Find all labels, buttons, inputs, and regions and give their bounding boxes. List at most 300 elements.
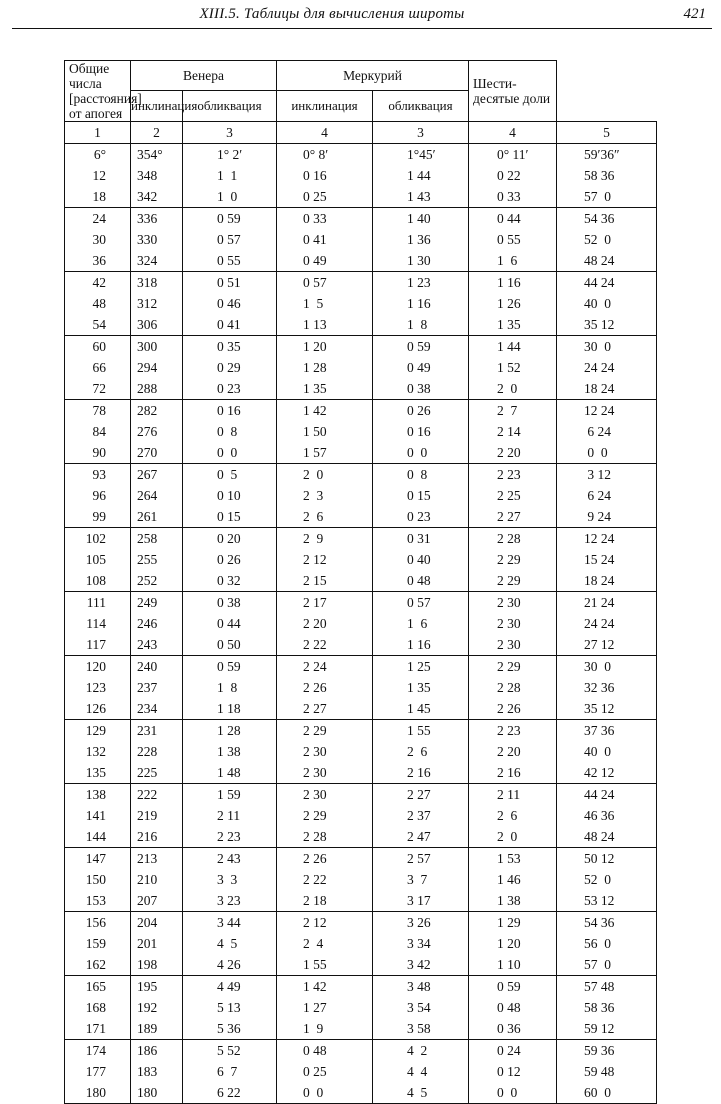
sexagesimal-parts: 42 12 [557, 762, 657, 784]
mercury-obliquation: 0 59 [469, 976, 557, 998]
mercury-inclination: 3 48 [373, 976, 469, 998]
sexagesimal-parts: 57 0 [557, 954, 657, 976]
sexagesimal-parts: 58 36 [557, 997, 657, 1018]
table-body [65, 144, 657, 1104]
distance-complement: 288 [131, 378, 183, 400]
mercury-obliquation: 1 35 [469, 314, 557, 336]
mercury-obliquation: 0 48 [469, 997, 557, 1018]
col-number: 1 [65, 122, 131, 144]
mercury-inclination: 0 59 [373, 336, 469, 358]
page-header [12, 0, 712, 36]
venus-inclination: 0 59 [183, 656, 277, 678]
sexagesimal-parts: 60 0 [557, 1082, 657, 1104]
distance-from-apogee: 42 [65, 272, 131, 294]
sexagesimal-parts: 27 12 [557, 634, 657, 656]
mercury-inclination: 0 16 [373, 421, 469, 442]
table-row [65, 848, 657, 870]
distance-from-apogee: 12 [65, 165, 131, 186]
venus-obliquation: 2 30 [277, 762, 373, 784]
venus-obliquation: 2 9 [277, 528, 373, 550]
distance-from-apogee: 171 [65, 1018, 131, 1040]
mercury-obliquation: 2 20 [469, 442, 557, 464]
distance-complement: 180 [131, 1082, 183, 1104]
venus-obliquation: 1 42 [277, 976, 373, 998]
distance-from-apogee: 138 [65, 784, 131, 806]
distance-complement: 354° [131, 144, 183, 166]
venus-inclination: 3 23 [183, 890, 277, 912]
venus-obliquation: 2 27 [277, 698, 373, 720]
mercury-obliquation: 2 28 [469, 677, 557, 698]
venus-obliquation: 0 41 [277, 229, 373, 250]
mercury-inclination: 1 30 [373, 250, 469, 272]
mercury-obliquation: 2 29 [469, 570, 557, 592]
mercury-inclination: 3 42 [373, 954, 469, 976]
mercury-inclination: 0 57 [373, 592, 469, 614]
mercury-inclination: 1 25 [373, 656, 469, 678]
sexagesimal-parts: 18 24 [557, 378, 657, 400]
venus-obliquation: 1 42 [277, 400, 373, 422]
group-mercury: Меркурий [277, 61, 469, 91]
venus-inclination: 2 23 [183, 826, 277, 848]
mercury-inclination: 2 47 [373, 826, 469, 848]
distance-complement: 258 [131, 528, 183, 550]
running-title: XIII.5. Таблицы для вычисления широты [199, 6, 465, 22]
venus-inclination: 3 3 [183, 869, 277, 890]
distance-from-apogee: 24 [65, 208, 131, 230]
table-row [65, 976, 657, 998]
mercury-obliquation: 1 16 [469, 272, 557, 294]
distance-complement: 234 [131, 698, 183, 720]
venus-obliquation: 2 30 [277, 784, 373, 806]
venus-obliquation: 1 20 [277, 336, 373, 358]
distance-complement: 348 [131, 165, 183, 186]
sexagesimal-parts: 15 24 [557, 549, 657, 570]
venus-obliquation: 2 22 [277, 634, 373, 656]
sexagesimal-parts: 44 24 [557, 784, 657, 806]
sexagesimal-parts: 40 0 [557, 293, 657, 314]
mercury-obliquation: 0 12 [469, 1061, 557, 1082]
table-row [65, 336, 657, 358]
mercury-inclination: 4 2 [373, 1040, 469, 1062]
sexagesimal-parts: 57 0 [557, 186, 657, 208]
sexagesimal-parts: 54 36 [557, 912, 657, 934]
mercury-inclination: 1°45′ [373, 144, 469, 166]
table-row [65, 186, 657, 208]
venus-inclination: 0 35 [183, 336, 277, 358]
col-number: 4 [469, 122, 557, 144]
venus-inclination: 0 10 [183, 485, 277, 506]
mercury-obliquation: 2 27 [469, 506, 557, 528]
distance-from-apogee: 153 [65, 890, 131, 912]
distance-from-apogee: 90 [65, 442, 131, 464]
sexagesimal-parts: 59 48 [557, 1061, 657, 1082]
page-number: 421 [683, 6, 706, 22]
distance-from-apogee: 162 [65, 954, 131, 976]
mercury-obliquation: 2 14 [469, 421, 557, 442]
venus-obliquation: 2 22 [277, 869, 373, 890]
mercury-inclination: 3 7 [373, 869, 469, 890]
venus-inclination-head: инклинация [131, 90, 183, 121]
venus-inclination: 5 13 [183, 997, 277, 1018]
mercury-inclination: 1 43 [373, 186, 469, 208]
distance-complement: 198 [131, 954, 183, 976]
table-row [65, 933, 657, 954]
table-row [65, 293, 657, 314]
distance-from-apogee: 84 [65, 421, 131, 442]
distance-complement: 207 [131, 890, 183, 912]
table-row [65, 442, 657, 464]
mercury-inclination: 3 17 [373, 890, 469, 912]
table-row [65, 890, 657, 912]
col-number: 3 [373, 122, 469, 144]
table-row [65, 784, 657, 806]
table-row [65, 720, 657, 742]
distance-complement: 204 [131, 912, 183, 934]
sexagesimal-parts: 52 0 [557, 229, 657, 250]
table-row [65, 144, 657, 166]
distance-from-apogee: 102 [65, 528, 131, 550]
col-number: 5 [557, 122, 657, 144]
mercury-inclination: 1 40 [373, 208, 469, 230]
mercury-inclination: 1 55 [373, 720, 469, 742]
distance-from-apogee: 60 [65, 336, 131, 358]
mercury-inclination: 0 40 [373, 549, 469, 570]
mercury-inclination: 3 34 [373, 933, 469, 954]
mercury-inclination: 1 45 [373, 698, 469, 720]
mercury-inclination: 2 57 [373, 848, 469, 870]
sexagesimal-parts: 37 36 [557, 720, 657, 742]
mercury-inclination: 2 6 [373, 741, 469, 762]
venus-obliquation: 2 15 [277, 570, 373, 592]
distance-complement: 306 [131, 314, 183, 336]
distance-complement: 195 [131, 976, 183, 998]
table-row [65, 869, 657, 890]
table-row [65, 1018, 657, 1040]
venus-inclination: 1° 2′ [183, 144, 277, 166]
table-row [65, 741, 657, 762]
distance-from-apogee: 126 [65, 698, 131, 720]
venus-obliquation: 0 57 [277, 272, 373, 294]
distance-from-apogee: 135 [65, 762, 131, 784]
mercury-inclination: 1 6 [373, 613, 469, 634]
venus-obliquation: 2 3 [277, 485, 373, 506]
mercury-obliquation: 2 0 [469, 826, 557, 848]
venus-inclination: 6 7 [183, 1061, 277, 1082]
table-row [65, 357, 657, 378]
sexagesimal-parts: 46 36 [557, 805, 657, 826]
mercury-obliquation: 2 29 [469, 656, 557, 678]
venus-obliquation: 1 35 [277, 378, 373, 400]
sexagesimal-parts: 9 24 [557, 506, 657, 528]
distance-from-apogee: 132 [65, 741, 131, 762]
distance-from-apogee: 156 [65, 912, 131, 934]
mercury-obliquation: 2 30 [469, 592, 557, 614]
mercury-inclination: 2 27 [373, 784, 469, 806]
distance-from-apogee: 36 [65, 250, 131, 272]
mercury-inclination: 4 5 [373, 1082, 469, 1104]
venus-inclination: 4 49 [183, 976, 277, 998]
distance-complement: 267 [131, 464, 183, 486]
sexagesimal-parts: 24 24 [557, 613, 657, 634]
mercury-inclination: 0 26 [373, 400, 469, 422]
venus-obliquation: 2 18 [277, 890, 373, 912]
mercury-inclination: 3 26 [373, 912, 469, 934]
table-row [65, 997, 657, 1018]
distance-from-apogee: 78 [65, 400, 131, 422]
mercury-obliquation: 1 29 [469, 912, 557, 934]
mercury-inclination: 0 31 [373, 528, 469, 550]
venus-obliquation: 2 17 [277, 592, 373, 614]
col-head-sexagesimal: Шести- десятые доли [469, 61, 557, 122]
mercury-obliquation: 0° 11′ [469, 144, 557, 166]
table-row [65, 677, 657, 698]
mercury-obliquation: 0 55 [469, 229, 557, 250]
sexagesimal-parts: 6 24 [557, 421, 657, 442]
venus-inclination: 0 51 [183, 272, 277, 294]
distance-complement: 255 [131, 549, 183, 570]
venus-inclination: 2 43 [183, 848, 277, 870]
venus-obliquation: 2 12 [277, 912, 373, 934]
venus-obliquation: 1 13 [277, 314, 373, 336]
distance-complement: 213 [131, 848, 183, 870]
venus-inclination: 0 23 [183, 378, 277, 400]
table-row [65, 762, 657, 784]
sexagesimal-parts: 57 48 [557, 976, 657, 998]
mercury-obliquation: 2 29 [469, 549, 557, 570]
table-row [65, 656, 657, 678]
venus-inclination: 4 5 [183, 933, 277, 954]
header-rule [12, 28, 712, 29]
distance-complement: 225 [131, 762, 183, 784]
distance-from-apogee: 174 [65, 1040, 131, 1062]
venus-inclination: 0 57 [183, 229, 277, 250]
sexagesimal-parts: 24 24 [557, 357, 657, 378]
mercury-obliquation: 0 0 [469, 1082, 557, 1104]
venus-inclination: 1 0 [183, 186, 277, 208]
venus-obliquation: 2 24 [277, 656, 373, 678]
venus-obliquation: 2 0 [277, 464, 373, 486]
mercury-obliquation: 2 25 [469, 485, 557, 506]
mercury-obliquation: 0 24 [469, 1040, 557, 1062]
venus-obliquation: 1 55 [277, 954, 373, 976]
distance-from-apogee: 114 [65, 613, 131, 634]
sexagesimal-parts: 12 24 [557, 400, 657, 422]
distance-complement: 312 [131, 293, 183, 314]
distance-from-apogee: 6° [65, 144, 131, 166]
table-row [65, 165, 657, 186]
venus-obliquation-head: обликвация [183, 90, 277, 121]
mercury-obliquation: 1 10 [469, 954, 557, 976]
col-number: 4 [277, 122, 373, 144]
venus-inclination: 0 15 [183, 506, 277, 528]
mercury-obliquation: 1 44 [469, 336, 557, 358]
venus-obliquation: 0 16 [277, 165, 373, 186]
distance-from-apogee: 177 [65, 1061, 131, 1082]
venus-inclination: 0 16 [183, 400, 277, 422]
table-row [65, 1082, 657, 1104]
table-row [65, 378, 657, 400]
table-row [65, 1040, 657, 1062]
table-row [65, 229, 657, 250]
mercury-inclination: 2 37 [373, 805, 469, 826]
mercury-obliquation: 2 7 [469, 400, 557, 422]
sexagesimal-parts: 59 12 [557, 1018, 657, 1040]
distance-complement: 294 [131, 357, 183, 378]
distance-complement: 192 [131, 997, 183, 1018]
table-row [65, 912, 657, 934]
mercury-inclination: 1 16 [373, 634, 469, 656]
sexagesimal-parts: 32 36 [557, 677, 657, 698]
venus-obliquation: 2 30 [277, 741, 373, 762]
distance-from-apogee: 165 [65, 976, 131, 998]
mercury-inclination: 4 4 [373, 1061, 469, 1082]
distance-from-apogee: 18 [65, 186, 131, 208]
distance-complement: 276 [131, 421, 183, 442]
distance-complement: 282 [131, 400, 183, 422]
mercury-obliquation: 2 20 [469, 741, 557, 762]
venus-obliquation: 0 0 [277, 1082, 373, 1104]
mercury-obliquation: 1 26 [469, 293, 557, 314]
col-number: 2 [131, 122, 183, 144]
mercury-obliquation: 2 26 [469, 698, 557, 720]
mercury-inclination: 0 38 [373, 378, 469, 400]
mercury-inclination: 3 58 [373, 1018, 469, 1040]
sexagesimal-parts: 3 12 [557, 464, 657, 486]
mercury-obliquation: 1 38 [469, 890, 557, 912]
venus-obliquation: 2 20 [277, 613, 373, 634]
mercury-inclination: 0 8 [373, 464, 469, 486]
distance-from-apogee: 48 [65, 293, 131, 314]
distance-from-apogee: 54 [65, 314, 131, 336]
distance-from-apogee: 96 [65, 485, 131, 506]
mercury-obliquation: 2 30 [469, 634, 557, 656]
mercury-obliquation: 1 46 [469, 869, 557, 890]
mercury-obliquation: 1 20 [469, 933, 557, 954]
distance-from-apogee: 180 [65, 1082, 131, 1104]
sexagesimal-parts: 48 24 [557, 826, 657, 848]
table-row [65, 208, 657, 230]
distance-complement: 246 [131, 613, 183, 634]
sexagesimal-parts: 59′36″ [557, 144, 657, 166]
venus-obliquation: 0 49 [277, 250, 373, 272]
distance-from-apogee: 120 [65, 656, 131, 678]
mercury-inclination: 0 23 [373, 506, 469, 528]
distance-complement: 342 [131, 186, 183, 208]
venus-obliquation: 1 9 [277, 1018, 373, 1040]
sexagesimal-parts: 48 24 [557, 250, 657, 272]
sexagesimal-parts: 44 24 [557, 272, 657, 294]
distance-from-apogee: 117 [65, 634, 131, 656]
distance-from-apogee: 111 [65, 592, 131, 614]
mercury-inclination: 1 16 [373, 293, 469, 314]
col-head-distance: Общие числа [расстояния] от апогея [65, 61, 131, 122]
venus-obliquation: 1 27 [277, 997, 373, 1018]
venus-obliquation: 1 50 [277, 421, 373, 442]
venus-inclination: 0 41 [183, 314, 277, 336]
mercury-obliquation: 2 6 [469, 805, 557, 826]
venus-inclination: 1 18 [183, 698, 277, 720]
distance-complement: 318 [131, 272, 183, 294]
distance-complement: 228 [131, 741, 183, 762]
distance-from-apogee: 99 [65, 506, 131, 528]
venus-obliquation: 2 29 [277, 720, 373, 742]
mercury-inclination: 0 0 [373, 442, 469, 464]
mercury-obliquation: 0 36 [469, 1018, 557, 1040]
distance-complement: 240 [131, 656, 183, 678]
venus-inclination: 1 59 [183, 784, 277, 806]
mercury-obliquation: 0 33 [469, 186, 557, 208]
distance-from-apogee: 129 [65, 720, 131, 742]
venus-obliquation: 0 33 [277, 208, 373, 230]
mercury-obliquation: 1 52 [469, 357, 557, 378]
venus-obliquation: 0 48 [277, 1040, 373, 1062]
venus-obliquation: 0 25 [277, 1061, 373, 1082]
venus-inclination: 5 36 [183, 1018, 277, 1040]
distance-from-apogee: 93 [65, 464, 131, 486]
distance-complement: 270 [131, 442, 183, 464]
venus-obliquation: 2 29 [277, 805, 373, 826]
table-row [65, 464, 657, 486]
table-row [65, 528, 657, 550]
distance-complement: 261 [131, 506, 183, 528]
venus-inclination: 0 32 [183, 570, 277, 592]
table-row [65, 272, 657, 294]
mercury-inclination: 0 15 [373, 485, 469, 506]
venus-inclination: 1 1 [183, 165, 277, 186]
mercury-obliquation: 2 28 [469, 528, 557, 550]
mercury-inclination: 1 35 [373, 677, 469, 698]
sexagesimal-parts: 12 24 [557, 528, 657, 550]
mercury-inclination: 0 49 [373, 357, 469, 378]
table-row [65, 805, 657, 826]
mercury-obliquation: 2 11 [469, 784, 557, 806]
distance-from-apogee: 141 [65, 805, 131, 826]
venus-inclination: 4 26 [183, 954, 277, 976]
sexagesimal-parts: 21 24 [557, 592, 657, 614]
venus-obliquation: 2 4 [277, 933, 373, 954]
venus-obliquation: 2 26 [277, 677, 373, 698]
mercury-inclination: 0 48 [373, 570, 469, 592]
distance-complement: 336 [131, 208, 183, 230]
distance-complement: 249 [131, 592, 183, 614]
distance-from-apogee: 30 [65, 229, 131, 250]
venus-inclination: 0 8 [183, 421, 277, 442]
sexagesimal-parts: 56 0 [557, 933, 657, 954]
venus-inclination: 0 5 [183, 464, 277, 486]
sexagesimal-parts: 50 12 [557, 848, 657, 870]
venus-obliquation: 1 5 [277, 293, 373, 314]
sexagesimal-parts: 59 36 [557, 1040, 657, 1062]
venus-inclination: 1 48 [183, 762, 277, 784]
distance-complement: 210 [131, 869, 183, 890]
venus-inclination: 0 20 [183, 528, 277, 550]
table-row [65, 1061, 657, 1082]
venus-inclination: 0 29 [183, 357, 277, 378]
venus-inclination: 0 26 [183, 549, 277, 570]
distance-complement: 243 [131, 634, 183, 656]
distance-from-apogee: 105 [65, 549, 131, 570]
distance-from-apogee: 150 [65, 869, 131, 890]
mercury-obliquation: 0 22 [469, 165, 557, 186]
venus-inclination: 2 11 [183, 805, 277, 826]
distance-complement: 222 [131, 784, 183, 806]
venus-inclination: 0 0 [183, 442, 277, 464]
table-row [65, 570, 657, 592]
venus-obliquation: 2 28 [277, 826, 373, 848]
distance-from-apogee: 159 [65, 933, 131, 954]
mercury-obliquation-head: обликвация [373, 90, 469, 121]
mercury-obliquation: 2 23 [469, 464, 557, 486]
